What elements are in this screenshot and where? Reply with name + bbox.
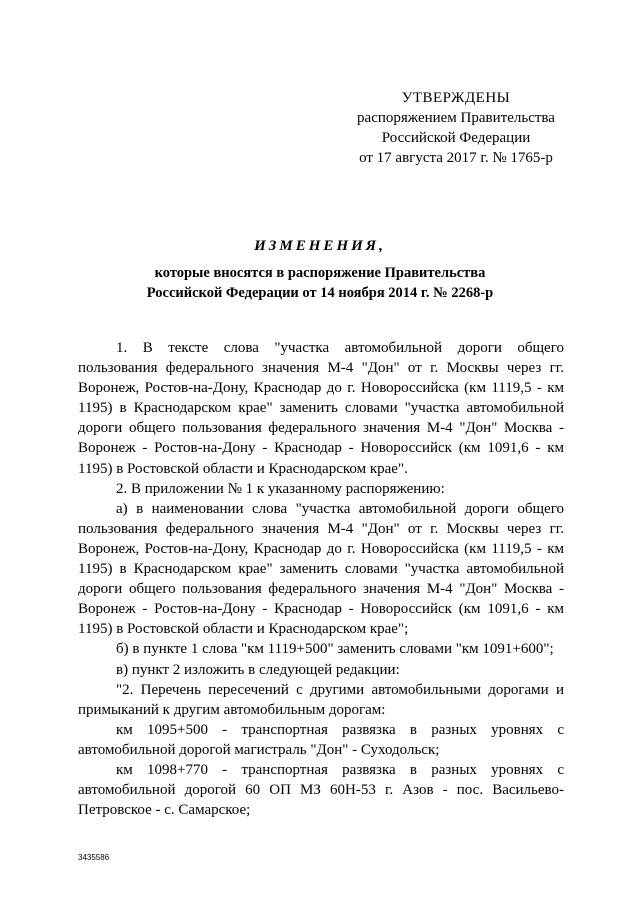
paragraph-2b: б) в пункте 1 слова "км 1119+500" заменить словами "км 1091+600";	[116, 641, 554, 658]
approval-line-1: распоряжением Правительства	[357, 110, 555, 126]
paragraph-km-1095: км 1095+500 - транспортная развязка в разных уровнях с автомобильной дорогой магистраль "Дон" - Суходольск;	[78, 721, 564, 758]
paragraph-1: 1. В тексте слова "участка автомобильной дороги общего пользования федерального значения М-4 "Дон" от г. Москвы через гг. Воронеж, Ростов-на-Дону, Краснодар до г. Новороссийска (км 1119,5 - км 1195) в Краснодарском крае" заменить словами "участка автомобильной дороги общего пользования федерального значения М-4 "Дон" Москва - Воронеж - Ростов-на-Дону - Краснодар - Новороссийск (км 1091,6 - км 1195) в Ростовской области и Краснодарском крае".	[78, 340, 564, 477]
paragraph-list-intro: "2. Перечень пересечений с другими автомобильными дорогами и примыканий к другим автомобильным дорогам:	[78, 681, 564, 718]
document-title: ИЗМЕНЕНИЯ,	[254, 238, 386, 254]
approval-heading: УТВЕРЖДЕНЫ	[401, 90, 511, 106]
paragraph-2c: в) пункт 2 изложить в следующей редакции:	[116, 661, 400, 678]
subtitle-line-2: Российской Федерации от 14 ноября 2014 г. № 2268-р	[146, 285, 494, 301]
approval-line-2: Российской Федерации	[381, 130, 531, 146]
document-subtitle	[78, 263, 562, 303]
approval-block	[330, 88, 582, 168]
document-body	[78, 338, 564, 820]
paragraph-2a: а) в наименовании слова "участка автомобильной дороги общего пользования федерального значения М-4 "Дон" от г. Москвы через гг. Воронеж, Ростов-на-Дону, Краснодар до г. Новороссийска (км 1119,5 - км 1195) в Краснодарском крае" заменить словами "участка автомобильной дороги общего пользования федерального значения М-4 "Дон" Москва - Воронеж - Ростов-на-Дону - Краснодар - Новороссийск (км 1091,6 - км 1195) в Ростовской области и Краснодарском крае";	[78, 500, 564, 638]
paragraph-2: 2. В приложении № 1 к указанному распоряжению:	[116, 480, 445, 497]
document-number: 3435586	[78, 853, 110, 862]
paragraph-km-1098: км 1098+770 - транспортная развязка в разных уровнях с автомобильной дорогой 60 ОП МЗ 60Н-53 г. Азов - пос. Васильево-Петровское - с. Самарское;	[78, 761, 564, 819]
approval-line-3: от 17 августа 2017 г. № 1765-р	[359, 150, 553, 166]
subtitle-line-1: которые вносятся в распоряжение Правительства	[154, 265, 486, 281]
